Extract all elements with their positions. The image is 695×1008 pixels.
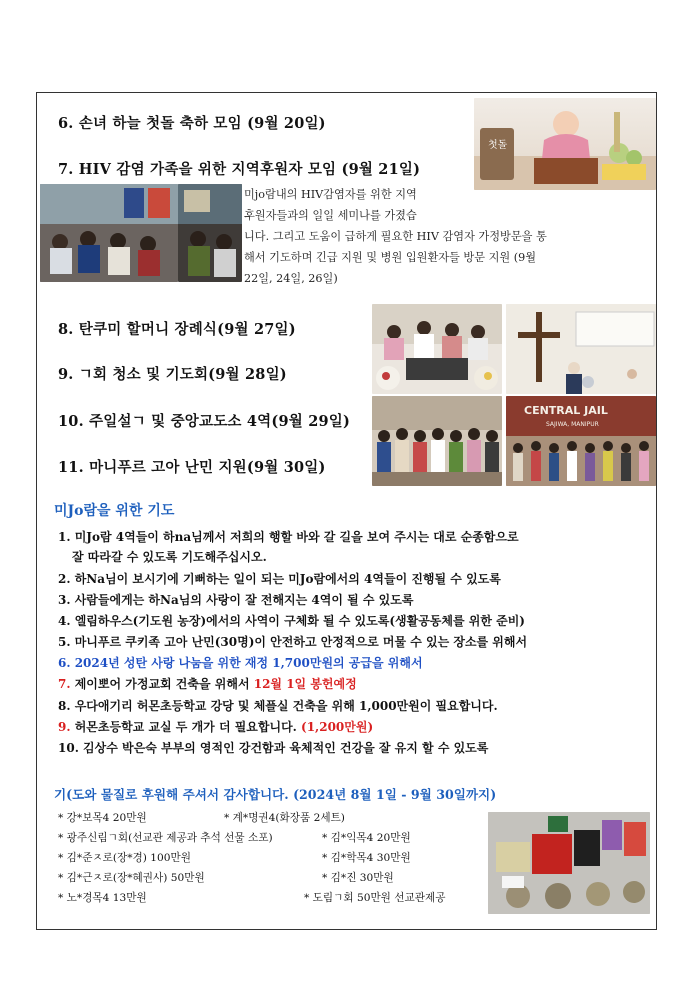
prayer-item-9 [58, 718, 648, 735]
prayer-item-6 [58, 654, 648, 671]
donation-right-1: * 계*명권4(화장품 2세트) [224, 812, 345, 824]
first-birthday-photo [474, 98, 656, 190]
cake-label: 첫돌 [488, 140, 508, 151]
event-10-heading: 10. 주일설ㄱ 및 중앙교도소 4역(9월 29일) [58, 413, 351, 430]
prayer-item-5: 5. 마니푸르 쿠키족 고아 난민(30명)이 안전하고 안정적으로 머물 수 있는 장소를 위해서 [58, 635, 528, 649]
donation-right-4: * 김*진 30만원 [322, 872, 394, 884]
prayer-item-7-date: 12월 1일 봉헌예정 [253, 677, 357, 691]
prayer-section-title: 미Jo람을 위한 기도 [54, 503, 175, 519]
donation-left-1: * 강*보목4 20만원 [58, 812, 147, 824]
event-7-text-2: 후원자들과의 일일 세미나를 가졌습 [244, 209, 417, 222]
event-7-text-4: 해서 기도하며 긴급 지원 및 병원 입원환자들 방문 지원 (9월 [244, 251, 537, 264]
funeral-photo [372, 304, 502, 394]
prayer-item-7-number: 7. [58, 677, 75, 691]
event-9-heading: 9. ㄱ회 청소 및 기도회(9월 28일) [58, 366, 287, 383]
event-8-heading: 8. 탄쿠미 할머니 장례식(9월 27일) [58, 321, 296, 338]
donation-right-3: * 김*학목4 30만원 [322, 852, 411, 864]
donations-title: 기(도와 물질로 후원해 주셔서 감사합니다. (2024년 8월 1일 - 9월 30일까지) [54, 787, 497, 802]
donation-left-2: * 광주신림ㄱ회(선교관 제공과 추석 선물 소포) [58, 832, 273, 844]
event-7-text-5: 22일, 24일, 26일) [244, 272, 338, 285]
donation-left-5: * 노*경목4 13만원 [58, 892, 147, 904]
event-7-text-3: 니다. 그리고 도움이 급하게 필요한 HIV 감염자 가정방문을 통 [244, 230, 547, 243]
prayer-item-9-number: 9. [58, 720, 75, 734]
donation-left-3: * 김*준ㅈ로(장*경) 100만원 [58, 852, 191, 864]
event-6-heading: 6. 손녀 하늘 첫돌 축하 모임 (9월 20일) [58, 115, 326, 132]
event-11-heading: 11. 마니푸르 고아 난민 지원(9월 30일) [58, 459, 326, 476]
jail-sign-text: CENTRAL JAIL [524, 404, 608, 417]
church-cross-photo [506, 304, 656, 394]
prayer-item-9-text: 허몬초등학교 교실 두 개가 더 필요합니다. [74, 720, 302, 734]
prayer-item-8: 8. 우다애기리 허몬초등학교 강당 및 체플실 건축을 위해 1,000만원이 필요합니다. [58, 699, 498, 713]
prayer-item-10: 10. 김상수 박은숙 부부의 영적인 강건함과 육체적인 건강을 잘 유지 할 수 있도록 [58, 741, 489, 755]
prayer-item-6-amount: 1,700만원의 공급을 위해서 [272, 656, 423, 670]
donated-gifts-photo [488, 812, 650, 914]
jail-sign-subtext: SAJIWA, MANIPUR [546, 421, 599, 428]
donation-right-5: * 도림ㄱ회 50만원 선교관제공 [304, 892, 446, 904]
prayer-item-1: 1. 미Jo람 4역들이 하na님께서 저희의 행할 바와 갈 길을 보여 주시는 대로 순종함으로 [58, 530, 519, 544]
central-jail-photo [506, 396, 656, 486]
prayer-item-4: 4. 엘림하우스(기도원 농장)에서의 사역이 구체화 될 수 있도록(생활공동체를 위한 준비) [58, 614, 525, 628]
prayer-item-9-amount: (1,200만원) [301, 720, 374, 734]
prayer-item-7-text: 제이뽀어 가정교회 건축을 위해서 [74, 677, 254, 691]
church-group-photo [372, 396, 502, 486]
donation-left-4: * 김*근ㅈ로(장*혜권사) 50만원 [58, 872, 205, 884]
hiv-meeting-photo-1 [40, 184, 178, 282]
hiv-meeting-photo-2 [178, 184, 242, 282]
prayer-item-2: 2. 하Na님이 보시기에 기뻐하는 일이 되는 미Jo람에서의 4역들이 진행될 수 있도록 [58, 572, 501, 586]
event-7-heading: 7. HIV 감염 가족을 위한 지역후원자 모임 (9월 21일) [58, 161, 421, 178]
prayer-item-6-text: 6. 2024년 성탄 사랑 나눔을 위한 재정 [58, 656, 273, 670]
prayer-item-7 [58, 675, 648, 692]
prayer-item-3: 3. 사람들에게는 하Na님의 사랑이 잘 전해지는 4역이 될 수 있도록 [58, 593, 414, 607]
event-7-text-1: 미jo람내의 HIV감염자를 위한 지역 [244, 188, 417, 201]
donation-right-2: * 김*익목4 20만원 [322, 832, 411, 844]
prayer-item-1-cont: 잘 따라갈 수 있도록 기도해주십시오. [72, 550, 267, 564]
